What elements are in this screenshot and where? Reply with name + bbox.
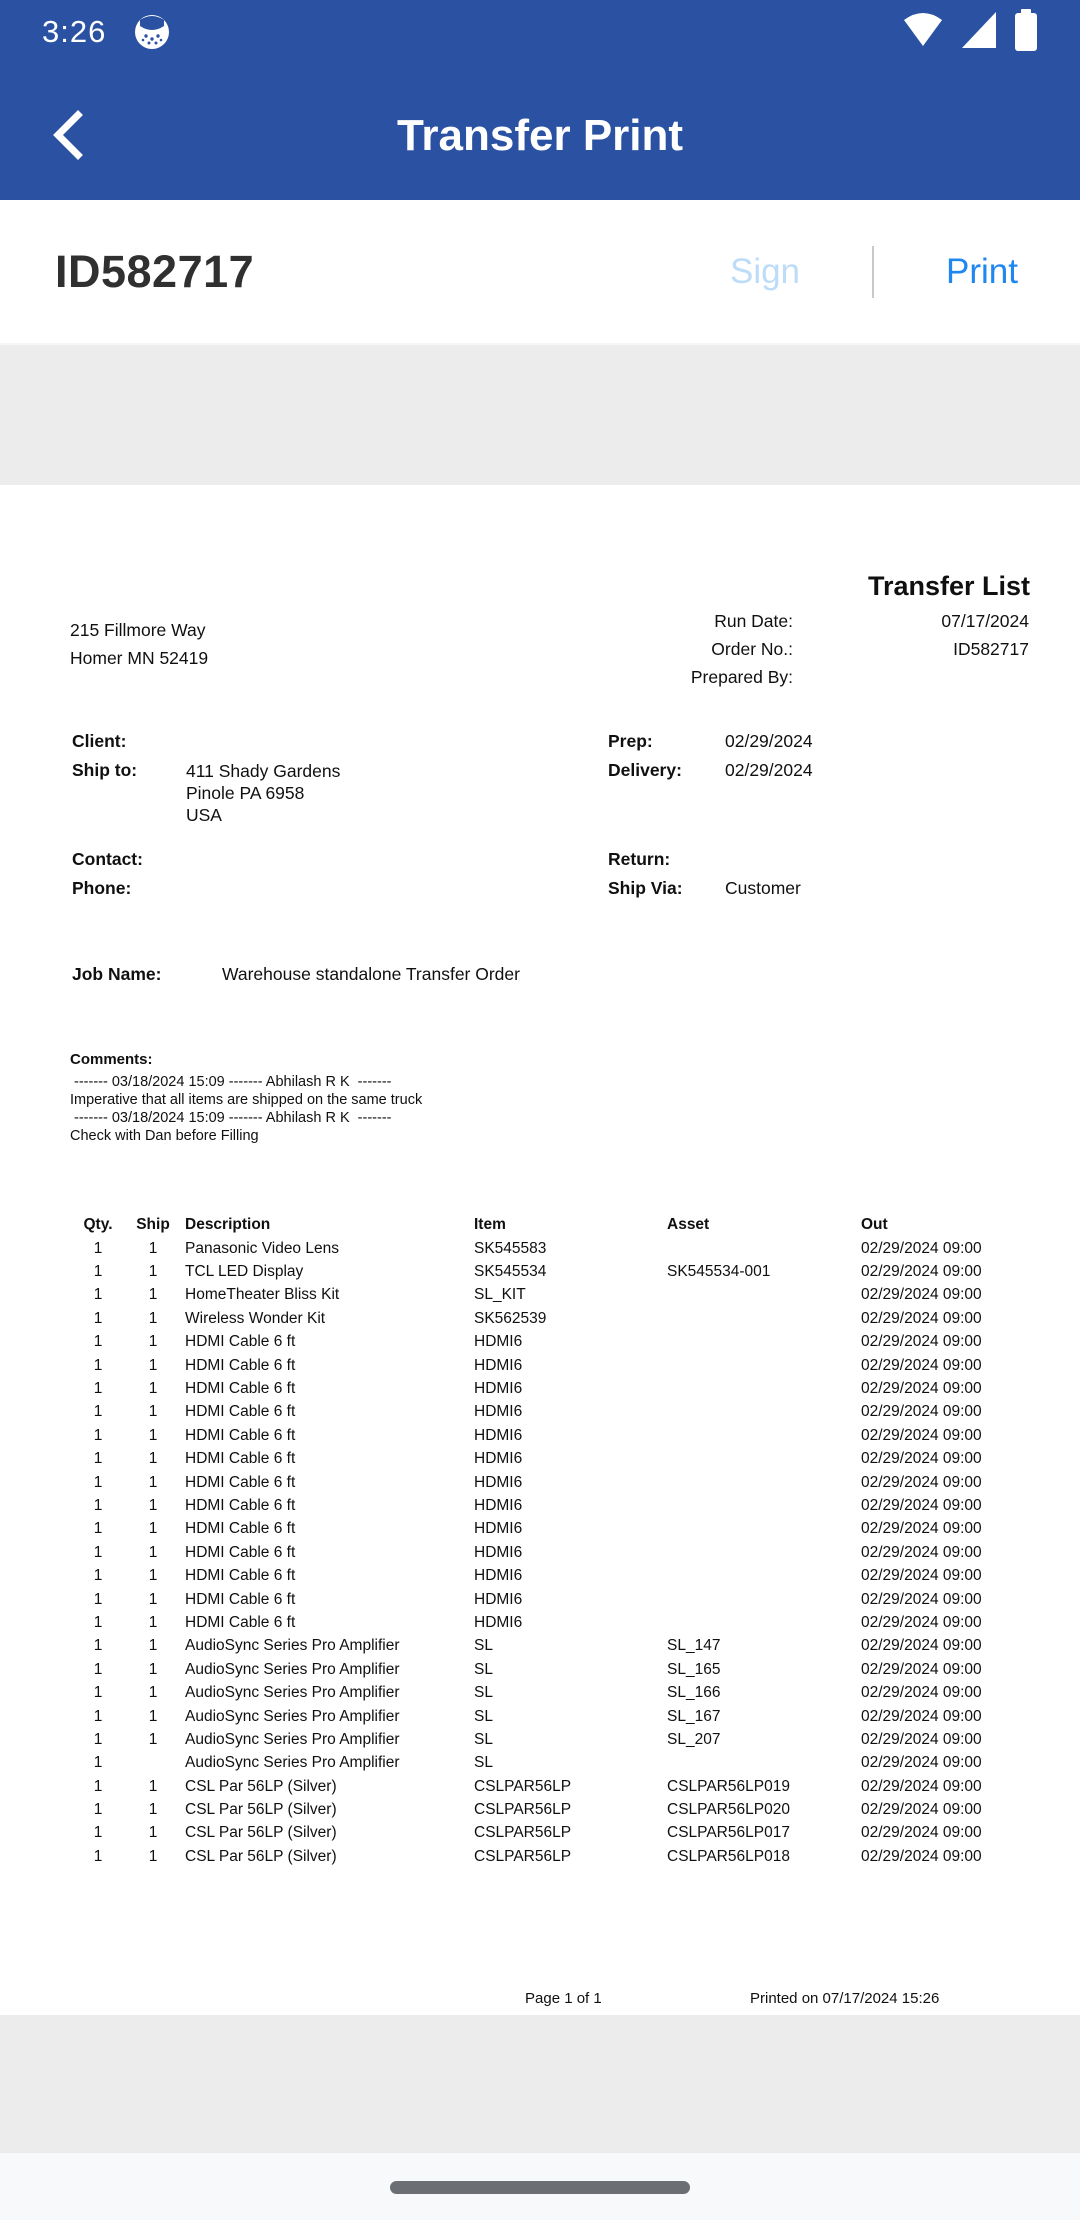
table-cell: 1 bbox=[93, 1286, 103, 1304]
table-cell: 02/29/2024 09:00 bbox=[861, 1684, 982, 1702]
ship-to-address bbox=[186, 760, 340, 826]
text-line: Imperative that all items are shipped on the same truck bbox=[70, 1092, 423, 1108]
table-cell: 1 bbox=[148, 1286, 158, 1304]
table-cell: 1 bbox=[93, 1660, 103, 1678]
text-line: Check with Dan before Filling bbox=[70, 1128, 259, 1144]
table-cell: HDMI6 bbox=[474, 1356, 523, 1374]
table-header-cell: Qty. bbox=[83, 1216, 113, 1233]
table-cell: SL_147 bbox=[667, 1637, 721, 1655]
table-cell: SL bbox=[474, 1660, 493, 1678]
table-cell: HDMI6 bbox=[474, 1520, 523, 1538]
table-cell: 1 bbox=[148, 1543, 158, 1561]
table-cell: CSL Par 56LP (Silver) bbox=[185, 1801, 337, 1819]
table-cell: HDMI Cable 6 ft bbox=[185, 1613, 296, 1631]
table-row bbox=[70, 1728, 1080, 1751]
contact-label: Contact: bbox=[72, 849, 143, 869]
table-cell: 1 bbox=[93, 1496, 103, 1514]
table-cell: Panasonic Video Lens bbox=[185, 1239, 339, 1257]
table-cell: HDMI6 bbox=[474, 1473, 523, 1491]
table-cell: 1 bbox=[148, 1613, 158, 1631]
table-row bbox=[70, 1237, 1080, 1260]
table-header-cell: Description bbox=[185, 1216, 271, 1233]
battery-icon bbox=[1014, 9, 1038, 56]
app-bar bbox=[0, 0, 1080, 200]
table-cell: 1 bbox=[148, 1333, 158, 1351]
client-label: Client: bbox=[72, 731, 127, 751]
table-row bbox=[70, 1331, 1080, 1354]
table-cell: HDMI Cable 6 ft bbox=[185, 1567, 296, 1585]
table-cell: 1 bbox=[148, 1660, 158, 1678]
table-cell: HDMI6 bbox=[474, 1496, 523, 1514]
table-cell: SL_165 bbox=[667, 1660, 721, 1678]
table-cell: SL bbox=[474, 1684, 493, 1702]
ship-via-label: Ship Via: bbox=[608, 878, 683, 898]
table-cell: 1 bbox=[93, 1590, 103, 1608]
table-cell: 02/29/2024 09:00 bbox=[861, 1473, 982, 1491]
job-name-label: Job Name: bbox=[72, 964, 162, 984]
signal-icon bbox=[960, 10, 998, 55]
table-cell: HDMI Cable 6 ft bbox=[185, 1426, 296, 1444]
table-row bbox=[70, 1564, 1080, 1587]
table-row bbox=[70, 1705, 1080, 1728]
table-cell: 1 bbox=[93, 1403, 103, 1421]
table-row bbox=[70, 1260, 1080, 1283]
table-cell: 1 bbox=[93, 1707, 103, 1725]
prep-label: Prep: bbox=[608, 731, 653, 751]
table-row bbox=[70, 1494, 1080, 1517]
table-cell: HDMI6 bbox=[474, 1590, 523, 1608]
table-cell: SL bbox=[474, 1707, 493, 1725]
table-header-cell: Item bbox=[474, 1216, 506, 1233]
table-cell: 02/29/2024 09:00 bbox=[861, 1777, 982, 1795]
comments-label: Comments: bbox=[70, 1051, 153, 1068]
table-cell: AudioSync Series Pro Amplifier bbox=[185, 1707, 400, 1725]
prepared-by-label: Prepared By: bbox=[690, 667, 793, 687]
table-cell: SK545534 bbox=[474, 1263, 547, 1281]
table-cell: 1 bbox=[93, 1543, 103, 1561]
table-cell: 02/29/2024 09:00 bbox=[861, 1239, 982, 1257]
job-name-value: Warehouse standalone Transfer Order bbox=[222, 964, 520, 984]
table-cell: HDMI Cable 6 ft bbox=[185, 1403, 296, 1421]
table-cell: HDMI Cable 6 ft bbox=[185, 1356, 296, 1374]
table-cell: SL_166 bbox=[667, 1684, 721, 1702]
table-cell: 1 bbox=[148, 1637, 158, 1655]
table-cell: 1 bbox=[93, 1613, 103, 1631]
table-cell: 1 bbox=[148, 1426, 158, 1444]
table-cell: HDMI6 bbox=[474, 1380, 523, 1398]
table-cell: SL_167 bbox=[667, 1707, 721, 1725]
table-row bbox=[70, 1658, 1080, 1681]
table-cell: 1 bbox=[93, 1426, 103, 1444]
table-cell: HomeTheater Bliss Kit bbox=[185, 1286, 340, 1304]
table-cell: HDMI Cable 6 ft bbox=[185, 1333, 296, 1351]
table-cell: HDMI Cable 6 ft bbox=[185, 1520, 296, 1538]
preview-gutter-top bbox=[0, 343, 1080, 487]
table-cell: CSLPAR56LP bbox=[474, 1801, 572, 1819]
table-cell: AudioSync Series Pro Amplifier bbox=[185, 1684, 400, 1702]
table-cell: HDMI Cable 6 ft bbox=[185, 1473, 296, 1491]
table-cell: 1 bbox=[148, 1263, 158, 1281]
table-row bbox=[70, 1401, 1080, 1424]
table-cell: 02/29/2024 09:00 bbox=[861, 1286, 982, 1304]
table-cell: SK545534-001 bbox=[667, 1263, 771, 1281]
prep-value: 02/29/2024 bbox=[725, 731, 813, 751]
table-cell: HDMI Cable 6 ft bbox=[185, 1496, 296, 1514]
table-cell: CSLPAR56LP017 bbox=[667, 1824, 790, 1842]
table-row bbox=[70, 1588, 1080, 1611]
company-address-line1: 215 Fillmore Way bbox=[70, 620, 206, 640]
table-cell: 1 bbox=[148, 1473, 158, 1491]
table-cell: HDMI6 bbox=[474, 1543, 523, 1561]
status-bar bbox=[0, 0, 1080, 64]
items-table-body bbox=[70, 1237, 1080, 1869]
table-row bbox=[70, 1635, 1080, 1658]
table-cell: 1 bbox=[93, 1754, 103, 1772]
text-line: ------- 03/18/2024 15:09 ------- Abhilash R K ------- bbox=[70, 1074, 392, 1090]
table-cell: 1 bbox=[148, 1496, 158, 1514]
table-cell: 1 bbox=[93, 1333, 103, 1351]
prepared-by-row bbox=[0, 667, 1080, 693]
table-cell: 02/29/2024 09:00 bbox=[861, 1824, 982, 1842]
table-cell: 1 bbox=[148, 1707, 158, 1725]
table-cell: 02/29/2024 09:00 bbox=[861, 1520, 982, 1538]
table-cell: 1 bbox=[93, 1777, 103, 1795]
table-cell: 02/29/2024 09:00 bbox=[861, 1590, 982, 1608]
table-cell: 02/29/2024 09:00 bbox=[861, 1333, 982, 1351]
text-line: 411 Shady Gardens bbox=[186, 761, 341, 781]
navigation-bar bbox=[0, 2153, 1080, 2220]
table-cell: 1 bbox=[93, 1684, 103, 1702]
table-cell: 02/29/2024 09:00 bbox=[861, 1426, 982, 1444]
table-row bbox=[70, 1307, 1080, 1330]
table-cell: 1 bbox=[93, 1847, 103, 1865]
table-row bbox=[70, 1284, 1080, 1307]
table-cell: 1 bbox=[148, 1356, 158, 1374]
table-cell: 1 bbox=[148, 1730, 158, 1748]
table-cell: CSLPAR56LP bbox=[474, 1824, 572, 1842]
print-button[interactable]: Print bbox=[946, 251, 1018, 291]
table-cell: 02/29/2024 09:00 bbox=[861, 1309, 982, 1327]
run-date-label: Run Date: bbox=[714, 611, 793, 631]
table-cell: CSLPAR56LP bbox=[474, 1777, 572, 1795]
table-row bbox=[70, 1681, 1080, 1704]
page-number: Page 1 of 1 bbox=[525, 1990, 602, 2007]
ship-to-label: Ship to: bbox=[72, 760, 138, 780]
table-cell: 1 bbox=[148, 1450, 158, 1468]
table-header-cell: Ship bbox=[136, 1216, 170, 1233]
table-cell: 1 bbox=[93, 1380, 103, 1398]
table-cell: CSL Par 56LP (Silver) bbox=[185, 1847, 337, 1865]
notification-icon bbox=[134, 14, 170, 50]
table-cell: HDMI6 bbox=[474, 1567, 523, 1585]
table-cell: 02/29/2024 09:00 bbox=[861, 1730, 982, 1748]
pdf-page[interactable] bbox=[0, 485, 1080, 2015]
table-cell: 02/29/2024 09:00 bbox=[861, 1543, 982, 1561]
table-cell: 1 bbox=[93, 1309, 103, 1327]
table-cell: 02/29/2024 09:00 bbox=[861, 1380, 982, 1398]
table-cell: SL_207 bbox=[667, 1730, 721, 1748]
table-cell: 1 bbox=[148, 1309, 158, 1327]
table-cell: 1 bbox=[93, 1567, 103, 1585]
status-icons bbox=[902, 9, 1038, 56]
gesture-handle[interactable] bbox=[390, 2181, 690, 2194]
table-cell: HDMI6 bbox=[474, 1613, 523, 1631]
table-row bbox=[70, 1518, 1080, 1541]
table-cell: 02/29/2024 09:00 bbox=[861, 1613, 982, 1631]
table-cell: AudioSync Series Pro Amplifier bbox=[185, 1754, 400, 1772]
table-row bbox=[70, 1752, 1080, 1775]
comments-block bbox=[70, 1073, 422, 1145]
table-cell: CSLPAR56LP019 bbox=[667, 1777, 790, 1795]
table-row bbox=[70, 1775, 1080, 1798]
table-cell: 1 bbox=[93, 1801, 103, 1819]
table-row bbox=[70, 1611, 1080, 1634]
back-icon bbox=[46, 109, 90, 164]
printed-timestamp: Printed on 07/17/2024 15:26 bbox=[750, 1990, 940, 2007]
table-header-cell: Out bbox=[861, 1216, 888, 1233]
table-cell: 1 bbox=[93, 1730, 103, 1748]
table-header-cell: Asset bbox=[667, 1216, 710, 1233]
table-cell: SL bbox=[474, 1754, 493, 1772]
page-title: Transfer Print bbox=[396, 111, 684, 160]
table-cell: 1 bbox=[148, 1777, 158, 1795]
table-cell: 02/29/2024 09:00 bbox=[861, 1403, 982, 1421]
table-cell: 1 bbox=[148, 1567, 158, 1585]
table-cell: CSL Par 56LP (Silver) bbox=[185, 1777, 337, 1795]
table-cell: 1 bbox=[148, 1520, 158, 1538]
table-row bbox=[70, 1448, 1080, 1471]
table-cell: 1 bbox=[148, 1403, 158, 1421]
table-cell: HDMI6 bbox=[474, 1426, 523, 1444]
table-cell: 1 bbox=[148, 1239, 158, 1257]
table-cell: Wireless Wonder Kit bbox=[185, 1309, 326, 1327]
table-row bbox=[70, 1822, 1080, 1845]
table-cell: 02/29/2024 09:00 bbox=[861, 1660, 982, 1678]
items-table-header bbox=[70, 1213, 1080, 1237]
table-cell: 02/29/2024 09:00 bbox=[861, 1707, 982, 1725]
table-cell: 1 bbox=[93, 1520, 103, 1538]
table-row bbox=[70, 1354, 1080, 1377]
table-cell: 1 bbox=[93, 1239, 103, 1257]
table-cell: 1 bbox=[93, 1356, 103, 1374]
table-cell: HDMI6 bbox=[474, 1450, 523, 1468]
company-address-line2: Homer MN 52419 bbox=[70, 648, 209, 668]
table-cell: 1 bbox=[93, 1637, 103, 1655]
table-row bbox=[70, 1377, 1080, 1400]
table-cell: 02/29/2024 09:00 bbox=[861, 1567, 982, 1585]
sign-button[interactable]: Sign bbox=[729, 251, 801, 291]
table-cell: 1 bbox=[93, 1473, 103, 1491]
table-cell: SL bbox=[474, 1637, 493, 1655]
status-time: 3:26 bbox=[42, 14, 107, 49]
order-no-value: ID582717 bbox=[953, 639, 1029, 659]
table-cell: HDMI Cable 6 ft bbox=[185, 1543, 296, 1561]
text-line: ------- 03/18/2024 15:09 ------- Abhilash R K ------- bbox=[70, 1110, 392, 1126]
toolbar-actions bbox=[730, 246, 1018, 298]
text-line: Pinole PA 6958 bbox=[186, 783, 305, 803]
table-row bbox=[70, 1845, 1080, 1868]
ship-via-value: Customer bbox=[725, 878, 801, 898]
table-cell: 02/29/2024 09:00 bbox=[861, 1356, 982, 1374]
table-cell: 02/29/2024 09:00 bbox=[861, 1637, 982, 1655]
table-cell: HDMI Cable 6 ft bbox=[185, 1450, 296, 1468]
table-cell: 1 bbox=[148, 1380, 158, 1398]
toolbar-divider bbox=[872, 246, 874, 298]
app-bar-title-row bbox=[0, 96, 1080, 176]
table-cell: 02/29/2024 09:00 bbox=[861, 1754, 982, 1772]
phone-label: Phone: bbox=[72, 878, 132, 898]
table-cell: CSLPAR56LP020 bbox=[667, 1801, 790, 1819]
preview-gutter-bottom bbox=[0, 2015, 1080, 2153]
table-cell: HDMI Cable 6 ft bbox=[185, 1590, 296, 1608]
table-cell: HDMI Cable 6 ft bbox=[185, 1380, 296, 1398]
table-cell: 02/29/2024 09:00 bbox=[861, 1801, 982, 1819]
table-cell: 1 bbox=[93, 1450, 103, 1468]
table-cell: AudioSync Series Pro Amplifier bbox=[185, 1637, 400, 1655]
table-row bbox=[70, 1798, 1080, 1821]
order-toolbar bbox=[0, 200, 1080, 343]
run-date-value: 07/17/2024 bbox=[941, 611, 1029, 631]
table-row bbox=[70, 1471, 1080, 1494]
table-cell: CSLPAR56LP bbox=[474, 1847, 572, 1865]
wifi-icon bbox=[902, 10, 944, 55]
table-cell: TCL LED Display bbox=[185, 1263, 304, 1281]
table-cell: SL bbox=[474, 1730, 493, 1748]
table-cell: 1 bbox=[148, 1590, 158, 1608]
table-cell: AudioSync Series Pro Amplifier bbox=[185, 1730, 400, 1748]
table-cell: CSL Par 56LP (Silver) bbox=[185, 1824, 337, 1842]
table-cell: 02/29/2024 09:00 bbox=[861, 1847, 982, 1865]
back-button[interactable] bbox=[46, 96, 110, 176]
delivery-label: Delivery: bbox=[608, 760, 682, 780]
table-cell: SK562539 bbox=[474, 1309, 547, 1327]
order-no-label: Order No.: bbox=[711, 639, 793, 659]
table-cell: 1 bbox=[93, 1263, 103, 1281]
table-cell: HDMI6 bbox=[474, 1403, 523, 1421]
table-cell: 1 bbox=[148, 1684, 158, 1702]
table-cell: AudioSync Series Pro Amplifier bbox=[185, 1660, 400, 1678]
delivery-value: 02/29/2024 bbox=[725, 760, 813, 780]
return-label: Return: bbox=[608, 849, 671, 869]
text-line: USA bbox=[186, 805, 222, 825]
table-cell: CSLPAR56LP018 bbox=[667, 1847, 790, 1865]
table-cell: 02/29/2024 09:00 bbox=[861, 1263, 982, 1281]
table-cell: HDMI6 bbox=[474, 1333, 523, 1351]
table-cell: 1 bbox=[148, 1847, 158, 1865]
table-cell: SL_KIT bbox=[474, 1286, 526, 1304]
table-cell: SK545583 bbox=[474, 1239, 547, 1257]
table-cell: 1 bbox=[148, 1824, 158, 1842]
table-row bbox=[70, 1541, 1080, 1564]
document-title: Transfer List bbox=[867, 571, 1030, 601]
table-cell: 02/29/2024 09:00 bbox=[861, 1496, 982, 1514]
table-row bbox=[70, 1424, 1080, 1447]
table-cell: 1 bbox=[93, 1824, 103, 1842]
table-cell: 02/29/2024 09:00 bbox=[861, 1450, 982, 1468]
table-cell: 1 bbox=[148, 1801, 158, 1819]
order-id: ID582717 bbox=[55, 245, 255, 297]
